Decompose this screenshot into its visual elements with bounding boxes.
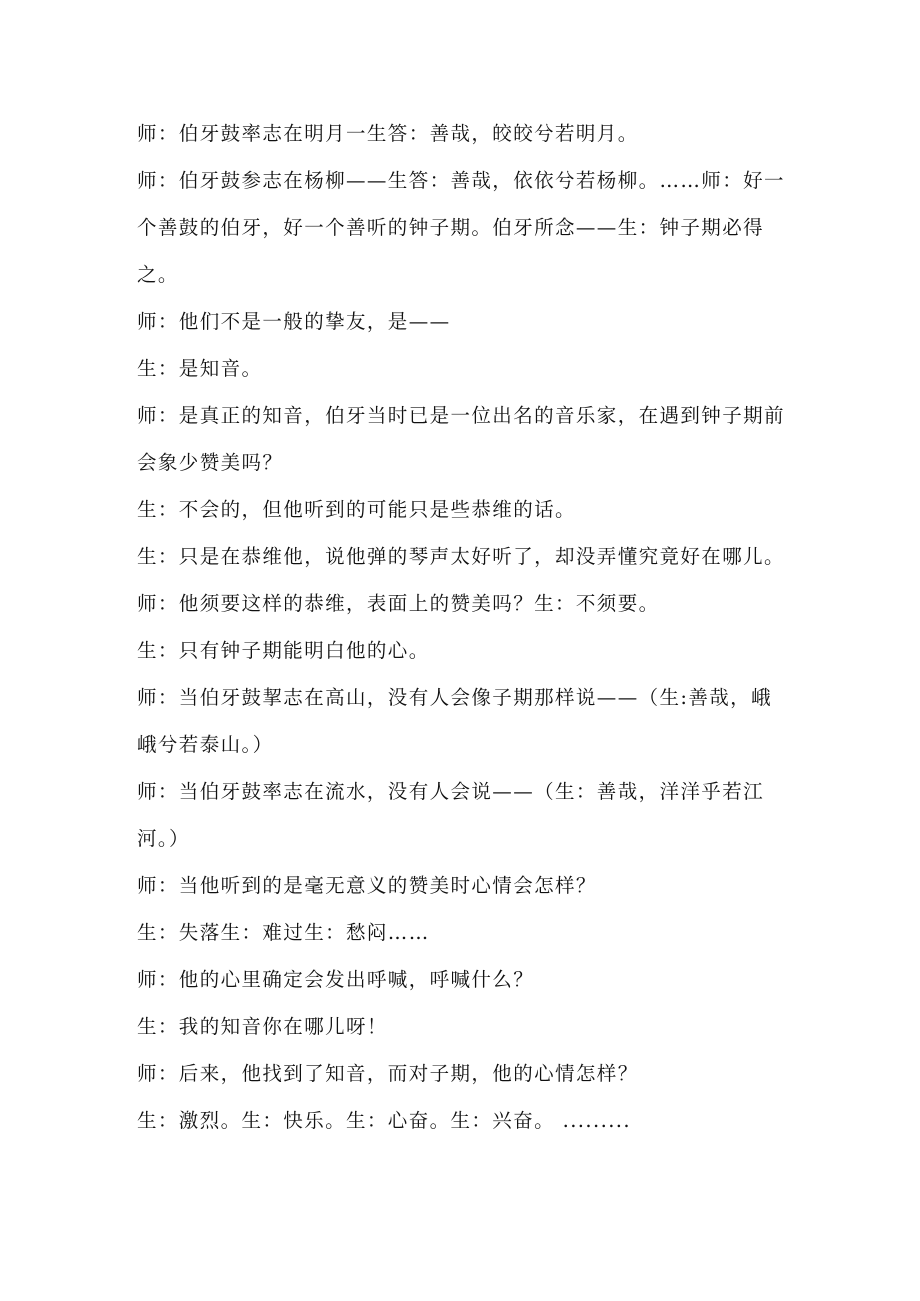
paragraph: 师：当伯牙鼓率志在流水，没有人会说——（生：善哉，洋洋乎若江河。） — [137, 780, 765, 850]
paragraph: 师：伯牙鼓参志在杨柳——生答：善哉，依依兮若杨柳。……师：好一个善鼓的伯牙，好一个善听的钟子期。伯牙所念——生：钟子期必得之。 — [137, 169, 785, 286]
paragraph: 生：我的知音你在哪儿呀！ — [137, 1015, 388, 1038]
paragraph: 师：他的心里确定会发出呼喊，呼喊什么？ — [137, 968, 535, 991]
paragraph: 师：当伯牙鼓挈志在高山，没有人会像子期那样说——（生:善哉，峨峨兮若泰山。） — [137, 686, 772, 756]
paragraph: 生：只是在恭维他，说他弹的琴声太好听了，却没弄懂究竟好在哪儿。 — [137, 545, 785, 568]
paragraph: 生：激烈。生：快乐。生：心奋。生：兴奋。 ......... — [137, 1109, 631, 1132]
paragraph: 师：他须要这样的恭维，表面上的赞美吗？生：不须要。 — [137, 592, 660, 615]
paragraph: 师：当他听到的是毫无意义的赞美时心情会怎样？ — [137, 874, 597, 897]
paragraph: 师：后来，他找到了知音，而对子期，他的心情怎样？ — [137, 1062, 639, 1085]
document-body — [137, 110, 787, 1144]
paragraph: 生：是知音。 — [137, 357, 263, 380]
paragraph: 生：不会的，但他听到的可能只是些恭维的话。 — [137, 498, 576, 521]
paragraph: 生：只有钟子期能明白他的心。 — [137, 639, 430, 662]
paragraph: 师：伯牙鼓率志在明月一生答：善哉，皎皎兮若明月。 — [137, 122, 639, 145]
paragraph: 师：是真正的知音，伯牙当时已是一位出名的音乐家，在遇到钟子期前会象少赞美吗？ — [137, 404, 785, 474]
paragraph: 师：他们不是一般的挚友，是—— — [137, 310, 451, 333]
paragraph: 生：失落生：难过生：愁闷…… — [137, 921, 430, 944]
